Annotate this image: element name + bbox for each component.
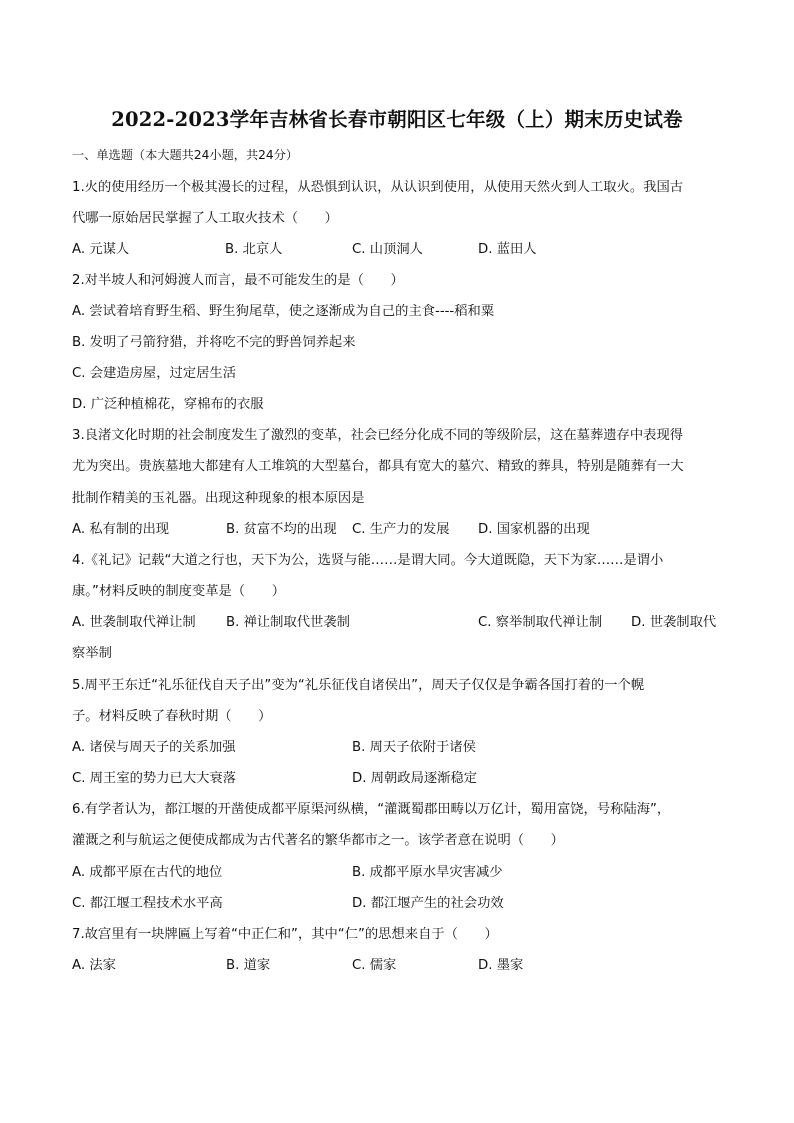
question-7-option-d: D. 墨家 bbox=[478, 958, 524, 973]
question-1-option-b: B. 北京人 bbox=[225, 242, 283, 257]
question-6-option-a: A. 成都平原在古代的地位 bbox=[72, 865, 223, 880]
question-4-line-1: 4.《礼记》记载“大道之行也，天下为公，选贤与能……是谓大同。今大道既隐，天下为家……是谓小 bbox=[72, 553, 664, 568]
question-6-line-1: 6.有学者认为，都江堰的开凿使成都平原渠河纵横，“灌溉蜀郡田畴以万亿计，蜀用富饶，号称陆海”， bbox=[72, 802, 671, 817]
question-3-option-c: C. 生产力的发展 bbox=[352, 522, 450, 537]
question-2-option-a: A. 尝试着培育野生稻、野生狗尾草，使之逐渐成为自己的主食----稻和粟 bbox=[72, 304, 495, 319]
question-1-option-a: A. 元谋人 bbox=[72, 242, 130, 257]
question-5-line-1: 5.周平王东迁“礼乐征伐自天子出”变为“礼乐征伐自诸侯出”，周天子仅仅是争霸各国打着的一个幌 bbox=[72, 678, 645, 693]
section-heading: 一、单选题（本大题共24小题，共24分） bbox=[72, 148, 299, 162]
question-1-line-2: 代哪一原始居民掌握了人工取火技术（ ） bbox=[72, 211, 338, 226]
question-6-option-d: D. 都江堰产生的社会功效 bbox=[352, 896, 504, 911]
question-7-option-c: C. 儒家 bbox=[352, 958, 397, 973]
question-6-option-b: B. 成都平原水旱灾害减少 bbox=[352, 865, 503, 880]
exam-title: 2022-2023学年吉林省长春市朝阳区七年级（上）期末历史试卷 bbox=[111, 108, 683, 131]
question-3-option-d: D. 国家机器的出现 bbox=[478, 522, 590, 537]
question-7-line-1: 7.故宫里有一块牌匾上写着“中正仁和”，其中“仁”的思想来自于（ ） bbox=[72, 927, 498, 942]
question-1-line-1: 1.火的使用经历一个极其漫长的过程，从恐惧到认识，从认识到使用，从使用天然火到人工取火。我国古 bbox=[72, 180, 684, 195]
question-1-option-c: C. 山顶洞人 bbox=[352, 242, 423, 257]
question-5-option-b: B. 周天子依附于诸侯 bbox=[352, 740, 476, 755]
question-1-option-d: D. 蓝田人 bbox=[478, 242, 537, 257]
question-5-option-a: A. 诸侯与周天子的关系加强 bbox=[72, 740, 236, 755]
question-2-line-1: 2.对半坡人和河姆渡人而言，最不可能发生的是（ ） bbox=[72, 273, 404, 288]
question-4-option-b: B. 禅让制取代世袭制 bbox=[226, 615, 350, 630]
question-2-option-d: D. 广泛种植棉花，穿棉布的衣服 bbox=[72, 397, 264, 412]
question-4-option-d-wrap: 察举制 bbox=[72, 646, 112, 661]
question-4-line-2: 康。”材料反映的制度变革是（ ） bbox=[72, 584, 285, 599]
question-4-option-a: A. 世袭制取代禅让制 bbox=[72, 615, 196, 630]
question-2-option-b: B. 发明了弓箭狩猎，并将吃不完的野兽饲养起来 bbox=[72, 335, 356, 350]
question-3-line-3: 批制作精美的玉礼器。出现这种现象的根本原因是 bbox=[72, 491, 365, 506]
question-4-option-d: D. 世袭制取代 bbox=[631, 615, 717, 630]
question-5-line-2: 子。材料反映了春秋时期（ ） bbox=[72, 709, 272, 724]
question-7-option-b: B. 道家 bbox=[226, 958, 271, 973]
question-3-line-2: 尤为突出。贵族墓地大都建有人工堆筑的大型墓台，都具有宽大的墓穴、精致的葬具，特别是随葬有一大 bbox=[72, 459, 684, 474]
question-5-option-d: D. 周朝政局逐渐稳定 bbox=[352, 771, 478, 786]
question-2-option-c: C. 会建造房屋，过定居生活 bbox=[72, 366, 237, 381]
question-3-line-1: 3.良渚文化时期的社会制度发生了激烈的变革，社会已经分化成不同的等级阶层，这在墓葬遗存中表现得 bbox=[72, 428, 684, 443]
question-5-option-c: C. 周王室的势力已大大衰落 bbox=[72, 771, 237, 786]
question-6-option-c: C. 都江堰工程技术水平高 bbox=[72, 896, 223, 911]
question-3-option-a: A. 私有制的出现 bbox=[72, 522, 170, 537]
question-7-option-a: A. 法家 bbox=[72, 958, 116, 973]
question-4-option-c: C. 察举制取代禅让制 bbox=[478, 615, 603, 630]
question-6-line-2: 灌溉之利与航运之便使成都成为古代著名的繁华都市之一。该学者意在说明（ ） bbox=[72, 833, 564, 848]
question-3-option-b: B. 贫富不均的出现 bbox=[226, 522, 337, 537]
